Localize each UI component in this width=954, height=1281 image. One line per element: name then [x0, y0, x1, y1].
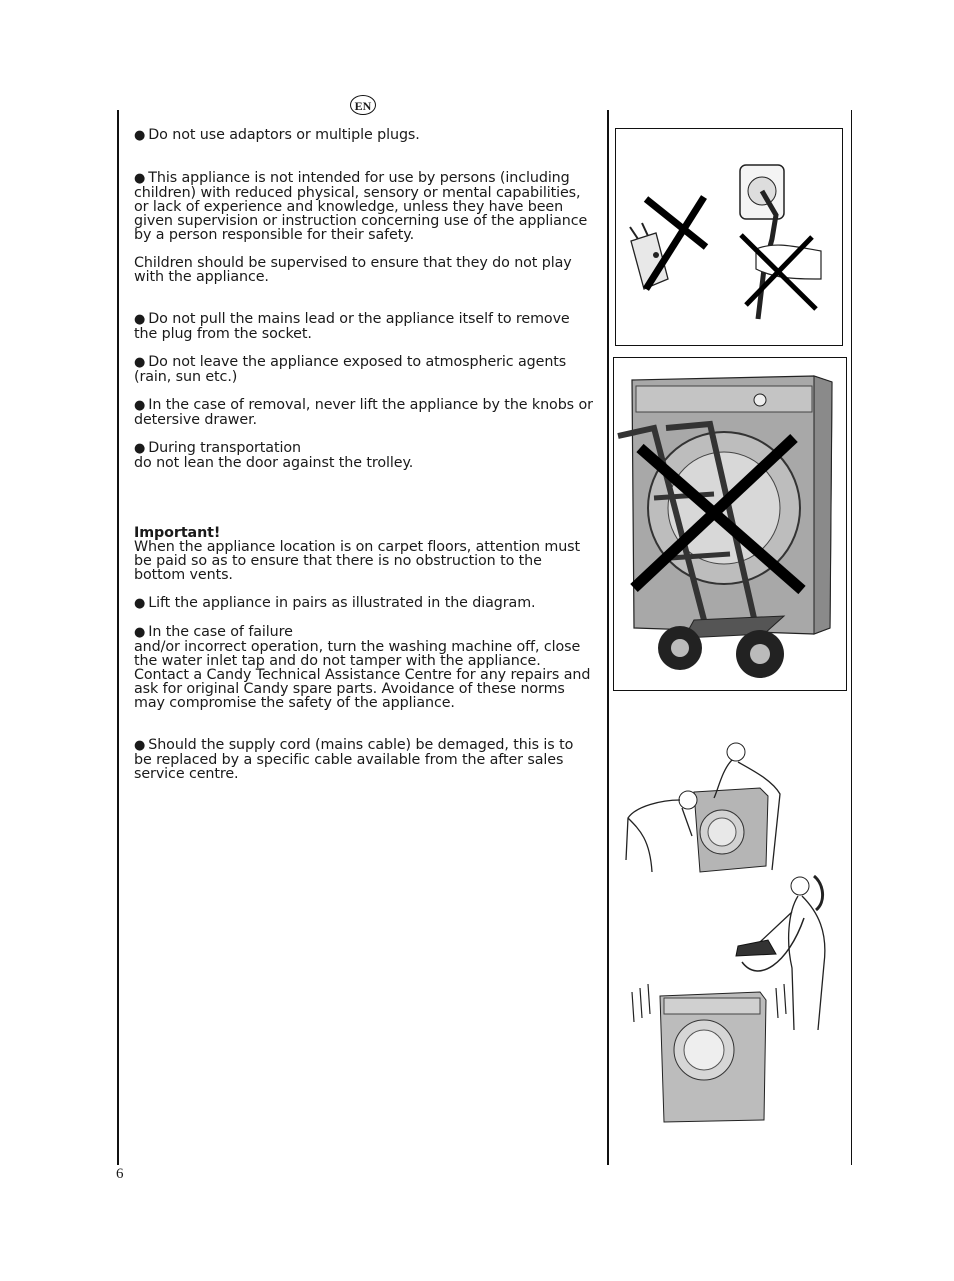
person-on-phone-with-washing-machine-icon	[628, 872, 838, 1124]
paragraph-supply-cord: ● Should the supply cord (mains cable) be demaged, this is to be replaced by a specific cable available from the after sales service centre.	[134, 737, 574, 782]
paragraph-lift-pairs: ● Lift the appliance in pairs as illustrated in the diagram.	[134, 595, 536, 611]
figure-no-trolley	[613, 357, 847, 691]
paragraph-persons: ● This appliance is not intended for use by persons (including children) with reduced physical, sensory or mental capabilities, or lack of experience and knowledge, unless they have been given supervision or instruction concerning use of the appliance by a person responsible for their safety.	[134, 170, 588, 243]
adaptor-and-plug-pull-crossed-out-icon	[616, 129, 842, 345]
language-badge: EN	[350, 95, 376, 115]
paragraph-important: Important! When the appliance location is on carpet floors, attention must be paid so as to ensure that there is no obstruction to the bottom vents.	[134, 525, 581, 583]
figure-failure-call-service	[628, 872, 838, 1124]
bullet-icon: ●	[134, 625, 146, 640]
paragraph-atmospheric: ● Do not leave the appliance exposed to atmospheric agents (rain, sun etc.)	[134, 354, 567, 385]
right-margin-rule	[851, 110, 852, 1165]
bullet-icon: ●	[134, 128, 146, 143]
two-people-lifting-machine-icon	[622, 740, 787, 880]
paragraph-transportation: ● During transportation do not lean the door against the trolley.	[134, 440, 414, 471]
paragraph-removal: ● In the case of removal, never lift the appliance by the knobs or detersive drawer.	[134, 397, 593, 428]
figure-lifting-in-pairs	[622, 740, 787, 880]
bullet-icon: ●	[134, 312, 146, 327]
safety-text-column	[134, 128, 594, 781]
paragraph-adaptors: ● Do not use adaptors or multiple plugs.	[134, 127, 420, 143]
important-heading: Important!	[134, 525, 221, 541]
bullet-icon: ●	[134, 355, 146, 370]
bullet-icon: ●	[134, 398, 146, 413]
bullet-icon: ●	[134, 596, 146, 611]
paragraph-mains-lead: ● Do not pull the mains lead or the appliance itself to remove the plug from the socket.	[134, 311, 570, 342]
bullet-icon: ●	[134, 171, 146, 186]
bullet-icon: ●	[134, 441, 146, 456]
page-number: 6	[116, 1166, 124, 1182]
paragraph-children: Children should be supervised to ensure that they do not play with the appliance.	[134, 255, 572, 285]
figure-no-adaptor	[615, 128, 843, 346]
trolley-with-washing-machine-crossed-out-icon	[614, 358, 846, 690]
center-column-rule	[607, 110, 609, 1165]
bullet-icon: ●	[134, 738, 146, 753]
paragraph-failure: ● In the case of failure and/or incorrect operation, turn the washing machine off, close the water inlet tap and do not tamper with the appliance. Contact a Candy Technical Assistance Centre for any repairs and ask for original Candy spare parts. Avoidance of these norms may compromise the safety of the appliance.	[134, 624, 591, 711]
left-margin-rule	[117, 110, 119, 1165]
